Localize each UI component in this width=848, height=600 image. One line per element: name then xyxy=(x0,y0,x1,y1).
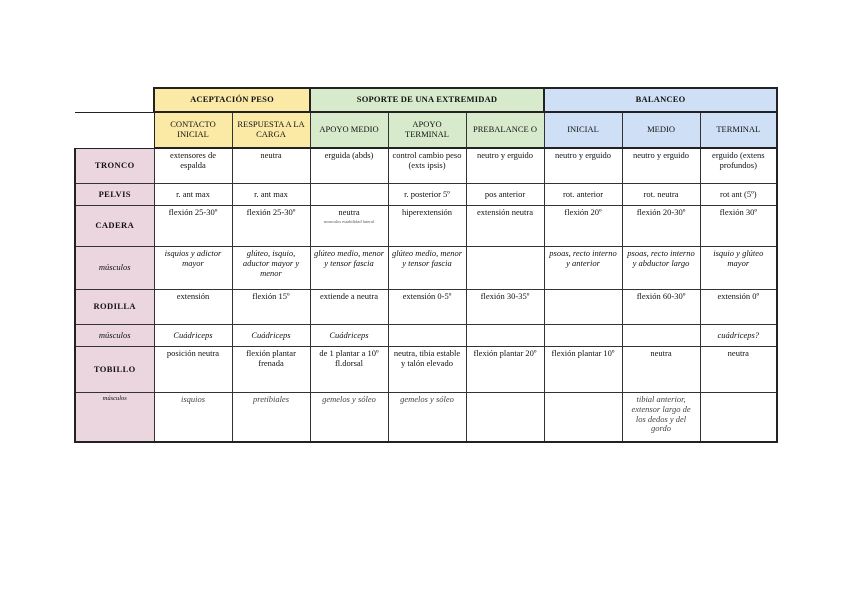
table-cell: flexión 25-30º xyxy=(232,206,310,247)
gait-phase-table xyxy=(74,87,778,443)
table-cell: pretibiales xyxy=(232,393,310,443)
table-cell xyxy=(310,184,388,206)
table-cell xyxy=(466,393,544,443)
corner-cell xyxy=(75,88,154,112)
table-cell: extensión xyxy=(154,290,232,325)
table-cell: r. posterior 5º xyxy=(388,184,466,206)
table-cell: gemelos y sóleo xyxy=(310,393,388,443)
table-cell: gemelos y sóleo xyxy=(388,393,466,443)
table-cell: neutra, tibia estable y talón elevado xyxy=(388,347,466,393)
row-header-tronco: TRONCO xyxy=(75,148,154,184)
table-cell: extensión 0-5º xyxy=(388,290,466,325)
table-cell xyxy=(310,206,388,247)
table-cell: pos anterior xyxy=(466,184,544,206)
phase-acep-header: ACEPTACIÓN PESO xyxy=(154,88,310,112)
row-header-pelvis: PELVIS xyxy=(75,184,154,206)
phase-balanceo-header: BALANCEO xyxy=(544,88,777,112)
table-cell: flexión 15º xyxy=(232,290,310,325)
table-cell: rot ant (5º) xyxy=(700,184,777,206)
subphase-header: APOYO TERMINAL xyxy=(388,112,466,148)
table-cell: hiperextensión xyxy=(388,206,466,247)
table-cell: Cuádriceps xyxy=(154,325,232,347)
cell-text: neutra xyxy=(338,207,360,217)
table-cell: flexión plantar frenada xyxy=(232,347,310,393)
table-cell: extensión 0º xyxy=(700,290,777,325)
table-cell: erguida (abds) xyxy=(310,148,388,184)
table-cell: flexión plantar 20º xyxy=(466,347,544,393)
row-header-cadera: CADERA xyxy=(75,206,154,247)
subphase-header: APOYO MEDIO xyxy=(310,112,388,148)
table-cell: neutro y erguido xyxy=(466,148,544,184)
row-header-tobillo: TOBILLO xyxy=(75,347,154,393)
table-cell xyxy=(466,325,544,347)
table-cell: glúteo medio, menor y tensor fascia xyxy=(388,247,466,290)
table-cell: flexión 20-30º xyxy=(622,206,700,247)
table-cell: neutro y erguido xyxy=(544,148,622,184)
row-header-rodilla: RODILLA xyxy=(75,290,154,325)
table-cell: flexión plantar 10º xyxy=(544,347,622,393)
table-cell: flexión 25-30º xyxy=(154,206,232,247)
table-cell: flexión 20º xyxy=(544,206,622,247)
table-cell xyxy=(700,393,777,443)
table-cell: neutra xyxy=(232,148,310,184)
table-cell: extensores de espalda xyxy=(154,148,232,184)
row-header-musculos: músculos xyxy=(75,393,154,443)
table-cell: neutra xyxy=(622,347,700,393)
table-cell: isquio y glúteo mayor xyxy=(700,247,777,290)
subphase-header: TERMINAL xyxy=(700,112,777,148)
table-cell: de 1 plantar a 10º fl.dorsal xyxy=(310,347,388,393)
table-cell xyxy=(544,290,622,325)
table-cell xyxy=(388,325,466,347)
table-cell xyxy=(622,325,700,347)
table-cell: cuádriceps? xyxy=(700,325,777,347)
table-cell: extensión neutra xyxy=(466,206,544,247)
table-cell xyxy=(544,325,622,347)
table-cell: glúteo, isquio, aductor mayor y menor xyxy=(232,247,310,290)
row-header-musculos: músculos xyxy=(75,247,154,290)
table-cell: isquios y adictor mayor xyxy=(154,247,232,290)
corner-cell xyxy=(75,112,154,148)
table-cell xyxy=(466,247,544,290)
table-cell: Cuádriceps xyxy=(310,325,388,347)
table-cell: flexión 30º xyxy=(700,206,777,247)
table-cell: glúteo medio, menor y tensor fascia xyxy=(310,247,388,290)
table-cell: Cuádriceps xyxy=(232,325,310,347)
subphase-header: CONTACTO INICIAL xyxy=(154,112,232,148)
subphase-header: INICIAL xyxy=(544,112,622,148)
table-cell: isquios xyxy=(154,393,232,443)
table-cell: flexión 60-30º xyxy=(622,290,700,325)
table-cell xyxy=(544,393,622,443)
table-cell: neutra xyxy=(700,347,777,393)
table-cell: flexión 30-35º xyxy=(466,290,544,325)
table-cell: rot. neutra xyxy=(622,184,700,206)
table-cell: r. ant max xyxy=(232,184,310,206)
cell-note: musculos estabilidad lateral xyxy=(324,218,374,224)
row-header-musculos: músculos xyxy=(75,325,154,347)
table-cell: tibial anterior, extensor largo de los dedos y del gordo xyxy=(622,393,700,443)
subphase-header: PREBALANCE O xyxy=(466,112,544,148)
subphase-header: MEDIO xyxy=(622,112,700,148)
table-cell: psoas, recto interno y anterior xyxy=(544,247,622,290)
table-cell: erguido (extens profundos) xyxy=(700,148,777,184)
table-cell: psoas, recto interno y abductor largo xyxy=(622,247,700,290)
phase-soporte-header: SOPORTE DE UNA EXTREMIDAD xyxy=(310,88,544,112)
table-cell: r. ant max xyxy=(154,184,232,206)
subphase-header: RESPUESTA A LA CARGA xyxy=(232,112,310,148)
table-cell: rot. anterior xyxy=(544,184,622,206)
table-cell: control cambio peso (exts ipsis) xyxy=(388,148,466,184)
table-cell: posición neutra xyxy=(154,347,232,393)
table-cell: neutro y erguido xyxy=(622,148,700,184)
table-cell: extiende a neutra xyxy=(310,290,388,325)
